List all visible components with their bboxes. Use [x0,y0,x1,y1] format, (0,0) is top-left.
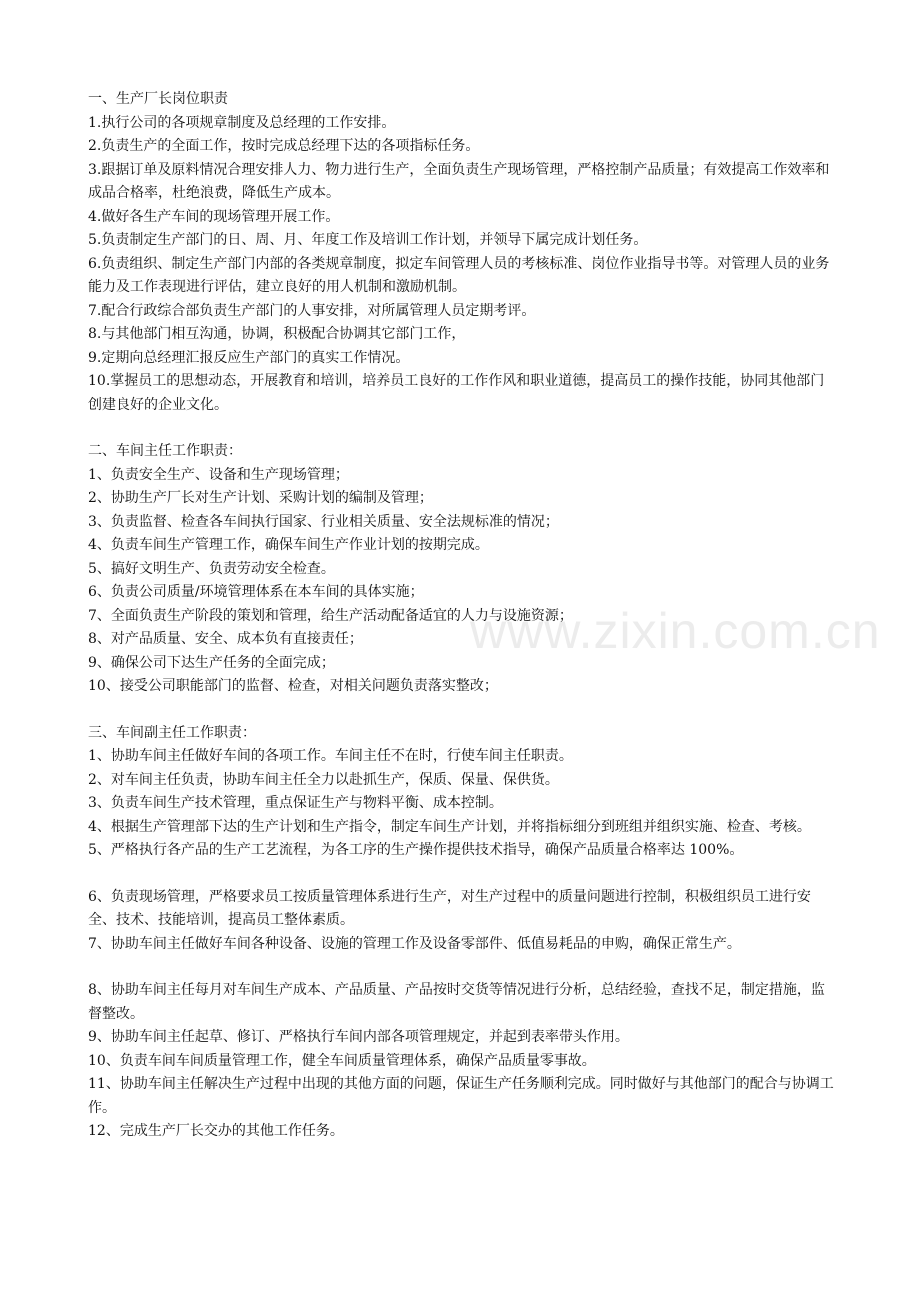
paragraph-gap [88,863,836,886]
duty-item: 5、严格执行各产品的生产工艺流程，为各工序的生产操作提供技术指导，确保产品质量合格率达 100%。 [88,842,744,858]
duty-item: 4.做好各生产车间的现场管理开展工作。 [88,208,340,225]
duty-item: 11、协助车间主任解决生产过程中出现的其他方面的问题，保证生产任务顺利完成。同时做好与其他部门的配合与协调工作。 [88,1076,834,1116]
duty-item: 7.配合行政综合部负责生产部门的人事安排，对所属管理人员定期考评。 [88,302,536,319]
duty-item: 5.负责制定生产部门的日、周、月、年度工作及培训工作计划，并领导下属完成计划任务。 [88,232,648,248]
duty-item: 4、负责车间生产管理工作，确保车间生产作业计划的按期完成。 [88,537,489,553]
duty-item: 10、负责车间车间质量管理工作，健全车间质量管理体系，确保产品质量零事故。 [88,1052,596,1069]
duty-item: 1、负责安全生产、设备和生产现场管理； [88,466,349,483]
duty-item: 10.掌握员工的思想动态，开展教育和培训，培养员工良好的工作作风和职业道德，提高员工的操作技能，协同其他部门创建良好的企业文化。 [88,373,825,413]
section-heading: 三、车间副主任工作职责： [88,724,256,741]
duty-item: 1.执行公司的各项规章制度及总经理的工作安排。 [88,114,396,131]
duty-item: 9.定期向总经理汇报反应生产部门的真实工作情况。 [88,349,410,366]
duty-item: 8、协助车间主任每月对车间生产成本、产品质量、产品按时交货等情况进行分析，总结经验，查找不足，制定措施，监督整改。 [88,982,825,1022]
section-workshop-director [88,440,836,699]
watermark: www.zixin.com.cn [470,603,881,659]
section-heading: 二、车间主任工作职责： [88,443,242,459]
duty-item: 6、负责现场管理，严格要求员工按质量管理体系进行生产，对生产过程中的质量问题进行控制，积极组织员工进行安全、技术、技能培训，提高员工整体素质。 [88,888,811,928]
duty-item: 5、搞好文明生产、负责劳动安全检查。 [88,560,335,577]
duty-item: 12、完成生产厂长交办的其他工作任务。 [88,1123,344,1139]
duty-item: 2.负责生产的全面工作，按时完成总经理下达的各项指标任务。 [88,138,480,154]
duty-item: 7、协助车间主任做好车间各种设备、设施的管理工作及设备零部件、低值易耗品的申购，确保正常生产。 [88,935,741,952]
duty-item: 1、协助车间主任做好车间的各项工作。车间主任不在时，行使车间主任职责。 [88,748,573,764]
section-production-manager [88,88,836,417]
section-heading: 一、生产厂长岗位职责 [88,91,228,107]
duty-item: 3.跟据订单及原料情况合理安排人力、物力进行生产，全面负责生产现场管理，严格控制产品质量；有效提高工作效率和成品合格率，杜绝浪费，降低生产成本。 [88,161,830,201]
section-deputy-director [88,722,836,1144]
paragraph-gap [88,956,836,979]
duty-item: 7、全面负责生产阶段的策划和管理，给生产活动配备适宜的人力与设施资源； [88,607,573,624]
duty-item: 6、负责公司质量/环境管理体系在本车间的具体实施； [88,584,424,600]
duty-item: 4、根据生产管理部下达的生产计划和生产指令，制定车间生产计划，并将指标细分到班组并组织实施、检查、考核。 [88,818,811,835]
duty-item: 10、接受公司职能部门的监督、检查，对相关问题负责落实整改； [88,678,498,694]
duty-item: 3、负责车间生产技术管理，重点保证生产与物料平衡、成本控制。 [88,795,503,811]
duty-item: 8、对产品质量、安全、成本负有直接责任； [88,631,363,647]
duty-item: 6.负责组织、制定生产部门内部的各类规章制度，拟定车间管理人员的考核标准、岗位作业指导书等。对管理人员的业务能力及工作表现进行评估，建立良好的用人机制和激励机制。 [88,255,830,295]
duty-item: 9、确保公司下达生产任务的全面完成； [88,654,335,671]
duty-item: 2、对车间主任负责，协助车间主任全力以赴抓生产，保质、保量、保供货。 [88,771,559,788]
document-page [88,88,836,1167]
duty-item: 8.与其他部门相互沟通，协调，积极配合协调其它部门工作， [88,326,466,342]
duty-item: 3、负责监督、检查各车间执行国家、行业相关质量、安全法规标准的情况； [88,513,559,530]
duty-item: 9、协助车间主任起草、修订、严格执行车间内部各项管理规定，并起到表率带头作用。 [88,1029,629,1045]
duty-item: 2、协助生产厂长对生产计划、采购计划的编制及管理； [88,490,433,506]
